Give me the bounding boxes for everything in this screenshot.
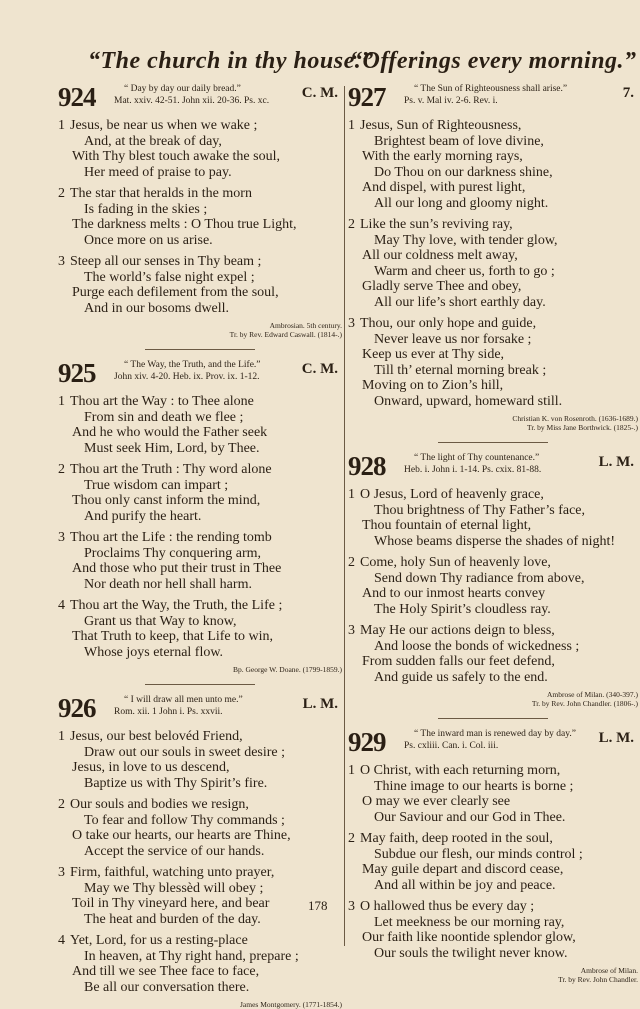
verse bbox=[58, 797, 342, 859]
verse-line bbox=[348, 217, 638, 233]
verse-line bbox=[348, 930, 638, 946]
hymn-epigraph: “ The Way, the Truth, and the Life.” bbox=[124, 360, 261, 370]
verse-line-text: Jesus, in love to us descend, bbox=[72, 760, 230, 775]
verse-line-text: Purge each defilement from the soul, bbox=[72, 285, 279, 300]
verse-line-text: Like the sun’s reviving ray, bbox=[360, 217, 513, 232]
verse-line-text: Thou art the Truth : Thy word alone bbox=[70, 462, 272, 477]
scripture-references: John xiv. 4-20. Heb. ix. Prov. ix. 1-12. bbox=[114, 372, 260, 382]
verse-line-text: Toil in Thy vineyard here, and bear bbox=[72, 896, 270, 911]
hymn-number: 924 bbox=[58, 82, 96, 112]
verse bbox=[58, 462, 342, 524]
verse-line bbox=[58, 614, 342, 630]
verse bbox=[348, 555, 638, 617]
credit-line: Tr. by Rev. John Chandler. (1806-.) bbox=[531, 699, 638, 708]
verse-line bbox=[348, 295, 638, 311]
verse-line-text: Accept the service of our hands. bbox=[84, 843, 265, 859]
verse-line-text: Steep all our senses in Thy beam ; bbox=[70, 254, 262, 269]
verse-line bbox=[58, 881, 342, 897]
verse-line bbox=[58, 202, 342, 218]
scripture-references: Rom. xii. 1 John i. Ps. xxvii. bbox=[114, 707, 223, 717]
verse-line bbox=[58, 149, 342, 165]
verse-line bbox=[348, 134, 638, 150]
verse-line-text: All our life’s short earthly day. bbox=[374, 294, 546, 310]
hymn-header bbox=[348, 453, 638, 481]
verse-line bbox=[58, 233, 342, 249]
verse bbox=[348, 217, 638, 310]
verse-line-text: Thou brightness of Thy Father’s face, bbox=[374, 502, 585, 518]
verse-line bbox=[58, 933, 342, 949]
verse-line-text: The star that heralds in the morn bbox=[70, 186, 252, 201]
verse-line bbox=[348, 332, 638, 348]
verse-line-text: All our coldness melt away, bbox=[362, 248, 518, 263]
verse-number: 2 bbox=[58, 462, 65, 477]
verse-line bbox=[58, 760, 342, 776]
verse-line-text: Gladly serve Thee and obey, bbox=[362, 279, 522, 294]
verse-line-text: Thou art the Life : the rending tomb bbox=[70, 530, 272, 545]
hymn-credit bbox=[58, 665, 342, 674]
hymn-meter: L. M. bbox=[598, 730, 634, 746]
verse-line bbox=[58, 410, 342, 426]
verse bbox=[348, 487, 638, 549]
verse-number: 1 bbox=[348, 763, 355, 778]
verse-line-text: The world’s false night expel ; bbox=[84, 269, 255, 285]
verse-line bbox=[348, 623, 638, 639]
verse-line-text: Let meekness be our morning ray, bbox=[374, 914, 565, 930]
verse-line-text: Once more on us arise. bbox=[84, 232, 213, 248]
verse-line-text: Never leave us nor forsake ; bbox=[374, 331, 532, 347]
verse-line-text: O hallowed thus be every day ; bbox=[360, 899, 535, 914]
verse-line bbox=[58, 530, 342, 546]
verse-line bbox=[348, 946, 638, 962]
verse-number: 3 bbox=[58, 865, 65, 880]
verse-line-text: Thou art the Way : to Thee alone bbox=[70, 394, 254, 409]
verse-number: 2 bbox=[58, 797, 65, 812]
hymn-meter: C. M. bbox=[301, 85, 338, 101]
verse-line bbox=[348, 248, 638, 264]
verse-line bbox=[58, 598, 342, 614]
verse-line bbox=[58, 629, 342, 645]
verse-line bbox=[348, 378, 638, 394]
verse-number: 2 bbox=[348, 831, 355, 846]
verse-line-text: Thou only canst inform the mind, bbox=[72, 493, 261, 508]
verse-line-text: Send down Thy radiance from above, bbox=[374, 570, 585, 586]
verse-line bbox=[348, 763, 638, 779]
verse-line-text: Must seek Him, Lord, by Thee. bbox=[84, 440, 260, 456]
verse-line-text: Firm, faithful, watching unto prayer, bbox=[70, 865, 275, 880]
verse-line-text: Keep us ever at Thy side, bbox=[362, 347, 505, 362]
hymn-epigraph: “ The Sun of Righteousness shall arise.” bbox=[414, 84, 568, 94]
verse-line bbox=[348, 915, 638, 931]
hymn-credit bbox=[58, 1000, 342, 1009]
verse-number: 3 bbox=[348, 316, 355, 331]
verse-line-text: Whose joys eternal flow. bbox=[84, 644, 224, 660]
verse-line-text: From sudden falls our feet defend, bbox=[362, 654, 555, 669]
verse bbox=[58, 118, 342, 180]
hymn-separator bbox=[145, 684, 255, 685]
page-number: 178 bbox=[308, 898, 328, 913]
verse-line bbox=[58, 118, 342, 134]
hymn-header bbox=[348, 729, 638, 757]
verse-line bbox=[348, 878, 638, 894]
hymn-credit bbox=[58, 321, 342, 339]
verse-line bbox=[58, 980, 342, 996]
scripture-references: Heb. i. John i. 1-14. Ps. cxix. 81-88. bbox=[404, 465, 542, 475]
verse-line bbox=[58, 509, 342, 525]
verse-line bbox=[348, 847, 638, 863]
verse-line bbox=[58, 813, 342, 829]
verse-line-text: Thou, our only hope and guide, bbox=[360, 316, 537, 331]
verse-line bbox=[58, 561, 342, 577]
verse-line-text: Be all our conversation there. bbox=[84, 979, 250, 995]
hymn-header bbox=[58, 84, 342, 112]
verse-line-text: O Christ, with each returning morn, bbox=[360, 763, 561, 778]
scripture-references: Ps. v. Mal iv. 2-6. Rev. i. bbox=[404, 96, 498, 106]
verse-line bbox=[348, 363, 638, 379]
hymn-number: 925 bbox=[58, 358, 96, 388]
verse-line bbox=[348, 534, 638, 550]
verse-line bbox=[58, 478, 342, 494]
verse-line bbox=[58, 776, 342, 792]
verse bbox=[348, 623, 638, 685]
verse-line-text: With Thy blest touch awake the soul, bbox=[72, 149, 280, 164]
verse-line bbox=[348, 316, 638, 332]
verse-line bbox=[348, 862, 638, 878]
verse-line-text: Is fading in the skies ; bbox=[84, 201, 208, 217]
verse-line-text: That Truth to keep, that Life to win, bbox=[72, 629, 274, 644]
verse-line bbox=[58, 285, 342, 301]
verse-line bbox=[58, 828, 342, 844]
verse bbox=[58, 186, 342, 248]
verse-line bbox=[348, 586, 638, 602]
hymn-separator bbox=[438, 442, 548, 443]
verse-line bbox=[58, 425, 342, 441]
verse-number: 1 bbox=[58, 118, 65, 133]
hymn bbox=[348, 453, 638, 708]
verse-line bbox=[348, 118, 638, 134]
verse-line bbox=[58, 912, 342, 928]
hymn-header bbox=[348, 84, 638, 112]
hymn-header bbox=[58, 695, 342, 723]
verse-line-text: Do Thou on our darkness shine, bbox=[374, 164, 553, 180]
verse-line-text: Thou fountain of eternal light, bbox=[362, 518, 532, 533]
verse-line bbox=[348, 518, 638, 534]
hymn-number: 927 bbox=[348, 82, 386, 112]
verse-line-text: Baptize us with Thy Spirit’s fire. bbox=[84, 775, 268, 791]
verse-line-text: Till th’ eternal morning break ; bbox=[374, 362, 547, 378]
hymn-credit bbox=[348, 966, 638, 984]
hymn bbox=[58, 695, 342, 1009]
verse-line-text: And dispel, with purest light, bbox=[362, 180, 526, 195]
verse-line-text: To fear and follow Thy commands ; bbox=[84, 812, 285, 828]
verse bbox=[58, 254, 342, 316]
left-column-title: “The church in thy house.” bbox=[88, 48, 374, 74]
verse-number: 3 bbox=[58, 530, 65, 545]
verse-line-text: And purify the heart. bbox=[84, 508, 202, 524]
verse-line-text: Yet, Lord, for us a resting-place bbox=[70, 933, 248, 948]
verse-line-text: Our souls and bodies we resign, bbox=[70, 797, 249, 812]
verse-number: 1 bbox=[348, 118, 355, 133]
credit-line: Tr. by Miss Jane Borthwick. (1825-.) bbox=[527, 423, 638, 432]
right-column-title: “Offerings every morning.” bbox=[350, 48, 637, 74]
verse-line-text: Jesus, be near us when we wake ; bbox=[70, 118, 258, 133]
verse-line bbox=[58, 865, 342, 881]
hymn-number: 929 bbox=[348, 727, 386, 757]
hymn-separator bbox=[145, 349, 255, 350]
hymn-meter: L. M. bbox=[598, 454, 634, 470]
hymn-number: 928 bbox=[348, 451, 386, 481]
verse-number: 2 bbox=[348, 217, 355, 232]
verse-number: 2 bbox=[348, 555, 355, 570]
verse-number: 3 bbox=[348, 899, 355, 914]
verse-number: 1 bbox=[348, 487, 355, 502]
verse-number: 4 bbox=[58, 933, 65, 948]
verse-line bbox=[348, 196, 638, 212]
verse-line-text: Jesus, Sun of Righteousness, bbox=[360, 118, 522, 133]
verse-line-text: Grant us that Way to know, bbox=[84, 613, 237, 629]
hymn-separator bbox=[438, 718, 548, 719]
verse-line bbox=[58, 745, 342, 761]
verse-line bbox=[348, 794, 638, 810]
verse-line-text: Moving on to Zion’s hill, bbox=[362, 378, 504, 393]
hymn bbox=[58, 84, 342, 339]
verse-line-text: Brightest beam of love divine, bbox=[374, 133, 544, 149]
verse-line-text: Her meed of praise to pay. bbox=[84, 164, 232, 180]
verse-line-text: And guide us safely to the end. bbox=[374, 669, 548, 685]
verse-line-text: O take our hearts, our hearts are Thine, bbox=[72, 828, 291, 843]
verse-line-text: The Holy Spirit’s cloudless ray. bbox=[374, 601, 551, 617]
verse-line-text: May we Thy blessèd will obey ; bbox=[84, 880, 264, 896]
verse-line bbox=[348, 831, 638, 847]
verse-line bbox=[58, 217, 342, 233]
verse-line bbox=[348, 779, 638, 795]
credit-line: Ambrose of Milan. (340-397.) bbox=[546, 690, 638, 699]
verse bbox=[348, 316, 638, 409]
verse bbox=[58, 394, 342, 456]
verse-line bbox=[348, 571, 638, 587]
verse-line-text: The heat and burden of the day. bbox=[84, 911, 261, 927]
credit-line: Ambrose of Milan. bbox=[580, 966, 638, 975]
right-column bbox=[348, 84, 638, 984]
verse-line bbox=[348, 264, 638, 280]
verse-line bbox=[348, 347, 638, 363]
credit-line: James Montgomery. (1771-1854.) bbox=[240, 1000, 342, 1009]
verse-line bbox=[58, 441, 342, 457]
verse-line-text: May faith, deep rooted in the soul, bbox=[360, 831, 553, 846]
verse-line bbox=[58, 577, 342, 593]
verse-number: 1 bbox=[58, 729, 65, 744]
verse-line bbox=[58, 394, 342, 410]
verse-line bbox=[58, 729, 342, 745]
verse-line bbox=[58, 165, 342, 181]
verse-line-text: Thine image to our hearts is borne ; bbox=[374, 778, 574, 794]
verse-line bbox=[348, 899, 638, 915]
verse-line-text: Proclaims Thy conquering arm, bbox=[84, 545, 262, 561]
verse-line-text: And to our inmost hearts convey bbox=[362, 586, 546, 601]
verse-line-text: May guile depart and discord cease, bbox=[362, 862, 564, 877]
verse-line bbox=[58, 462, 342, 478]
verse-line-text: Our souls the twilight never know. bbox=[374, 945, 568, 961]
verse-line bbox=[348, 487, 638, 503]
verse-number: 3 bbox=[348, 623, 355, 638]
verse-line bbox=[58, 844, 342, 860]
verse-line-text: True wisdom can impart ; bbox=[84, 477, 229, 493]
column-divider bbox=[344, 86, 345, 946]
verse-line bbox=[348, 555, 638, 571]
verse-line-text: From sin and death we flee ; bbox=[84, 409, 244, 425]
verse-line-text: And, at the break of day, bbox=[84, 133, 222, 149]
verse-line-text: Thou art the Way, the Truth, the Life ; bbox=[70, 598, 283, 613]
verse-line bbox=[348, 394, 638, 410]
verse-line bbox=[348, 180, 638, 196]
verse-line-text: And loose the bonds of wickedness ; bbox=[374, 638, 580, 654]
hymn-number: 926 bbox=[58, 693, 96, 723]
verse-line bbox=[348, 233, 638, 249]
verse-number: 1 bbox=[58, 394, 65, 409]
verse-line bbox=[348, 602, 638, 618]
verse-line-text: With the early morning rays, bbox=[362, 149, 523, 164]
verse bbox=[58, 530, 342, 592]
verse-line-text: And he who would the Father seek bbox=[72, 425, 268, 440]
verse-line-text: Our faith like noontide splendor glow, bbox=[362, 930, 576, 945]
verse-line bbox=[58, 301, 342, 317]
verse-line bbox=[58, 270, 342, 286]
verse-line-text: All our long and gloomy night. bbox=[374, 195, 549, 211]
page-header bbox=[0, 48, 640, 82]
verse-number: 2 bbox=[58, 186, 65, 201]
verse-line bbox=[58, 645, 342, 661]
hymn-meter: L. M. bbox=[302, 696, 338, 712]
verse-line-text: O may we ever clearly see bbox=[362, 794, 511, 809]
verse bbox=[348, 831, 638, 893]
verse-line bbox=[348, 503, 638, 519]
credit-line: Tr. by Rev. John Chandler. bbox=[558, 975, 638, 984]
verse bbox=[348, 763, 638, 825]
hymn-epigraph: “ I will draw all men unto me.” bbox=[124, 695, 243, 705]
verse-line-text: O Jesus, Lord of heavenly grace, bbox=[360, 487, 544, 502]
verse-line-text: May Thy love, with tender glow, bbox=[374, 232, 558, 248]
credit-line: Bp. George W. Doane. (1799-1859.) bbox=[232, 665, 342, 674]
verse-line bbox=[348, 165, 638, 181]
verse-line bbox=[58, 896, 342, 912]
verse-line-text: Jesus, our best belovéd Friend, bbox=[70, 729, 243, 744]
verse-line bbox=[348, 810, 638, 826]
credit-line: Tr. by Rev. Edward Caswall. (1814-.) bbox=[229, 330, 342, 339]
verse-line bbox=[348, 654, 638, 670]
verse-line-text: Whose beams disperse the shades of night! bbox=[374, 533, 616, 549]
hymn-meter: 7. bbox=[622, 85, 634, 101]
verse-line bbox=[348, 279, 638, 295]
left-column bbox=[58, 84, 342, 1009]
verse-line-text: Draw out our souls in sweet desire ; bbox=[84, 744, 286, 760]
hymn-epigraph: “ The inward man is renewed day by day.” bbox=[414, 729, 576, 739]
verse-line-text: May He our actions deign to bless, bbox=[360, 623, 555, 638]
verse-line-text: The darkness melts : O Thou true Light, bbox=[72, 217, 297, 232]
verse-line-text: Onward, upward, homeward still. bbox=[374, 393, 563, 409]
verse-line-text: And in our bosoms dwell. bbox=[84, 300, 230, 316]
verse-line bbox=[58, 546, 342, 562]
verse bbox=[58, 865, 342, 927]
verse-line bbox=[58, 797, 342, 813]
verse-line-text: In heaven, at Thy right hand, prepare ; bbox=[84, 948, 299, 964]
hymn-header bbox=[58, 360, 342, 388]
credit-line: Christian K. von Rosenroth. (1636-1689.) bbox=[512, 414, 638, 423]
verse-line bbox=[58, 949, 342, 965]
verse-line-text: Warm and cheer us, forth to go ; bbox=[374, 263, 555, 279]
verse-line-text: Nor death nor hell shall harm. bbox=[84, 576, 252, 592]
verse-line bbox=[348, 639, 638, 655]
verse-line-text: Our Saviour and our God in Thee. bbox=[374, 809, 566, 825]
hymn bbox=[348, 84, 638, 432]
verse bbox=[58, 598, 342, 660]
credit-line: Ambrosian. 5th century. bbox=[269, 321, 342, 330]
hymn-credit bbox=[348, 690, 638, 708]
verse-line-text: And till we see Thee face to face, bbox=[72, 964, 260, 979]
verse bbox=[58, 729, 342, 791]
hymn-epigraph: “ Day by day our daily bread.” bbox=[124, 84, 241, 94]
verse-line-text: Subdue our flesh, our minds control ; bbox=[374, 846, 583, 862]
verse-number: 4 bbox=[58, 598, 65, 613]
verse bbox=[348, 899, 638, 961]
verse-line bbox=[58, 493, 342, 509]
verse-line bbox=[58, 186, 342, 202]
verse-number: 3 bbox=[58, 254, 65, 269]
verse-line bbox=[348, 670, 638, 686]
hymn bbox=[58, 360, 342, 674]
verse-line bbox=[348, 149, 638, 165]
verse-line-text: Come, holy Sun of heavenly love, bbox=[360, 555, 551, 570]
hymn bbox=[348, 729, 638, 984]
verse-line-text: And those who put their trust in Thee bbox=[72, 561, 282, 576]
hymn-credit bbox=[348, 414, 638, 432]
hymn-epigraph: “ The light of Thy countenance.” bbox=[414, 453, 540, 463]
scripture-references: Mat. xxiv. 42-51. John xii. 20-36. Ps. xc. bbox=[114, 96, 270, 106]
hymn-meter: C. M. bbox=[301, 361, 338, 377]
verse bbox=[58, 933, 342, 995]
verse-line-text: And all within be joy and peace. bbox=[374, 877, 556, 893]
verse-line bbox=[58, 254, 342, 270]
verse-line bbox=[58, 134, 342, 150]
scripture-references: Ps. cxliii. Can. i. Col. iii. bbox=[404, 741, 499, 751]
verse bbox=[348, 118, 638, 211]
